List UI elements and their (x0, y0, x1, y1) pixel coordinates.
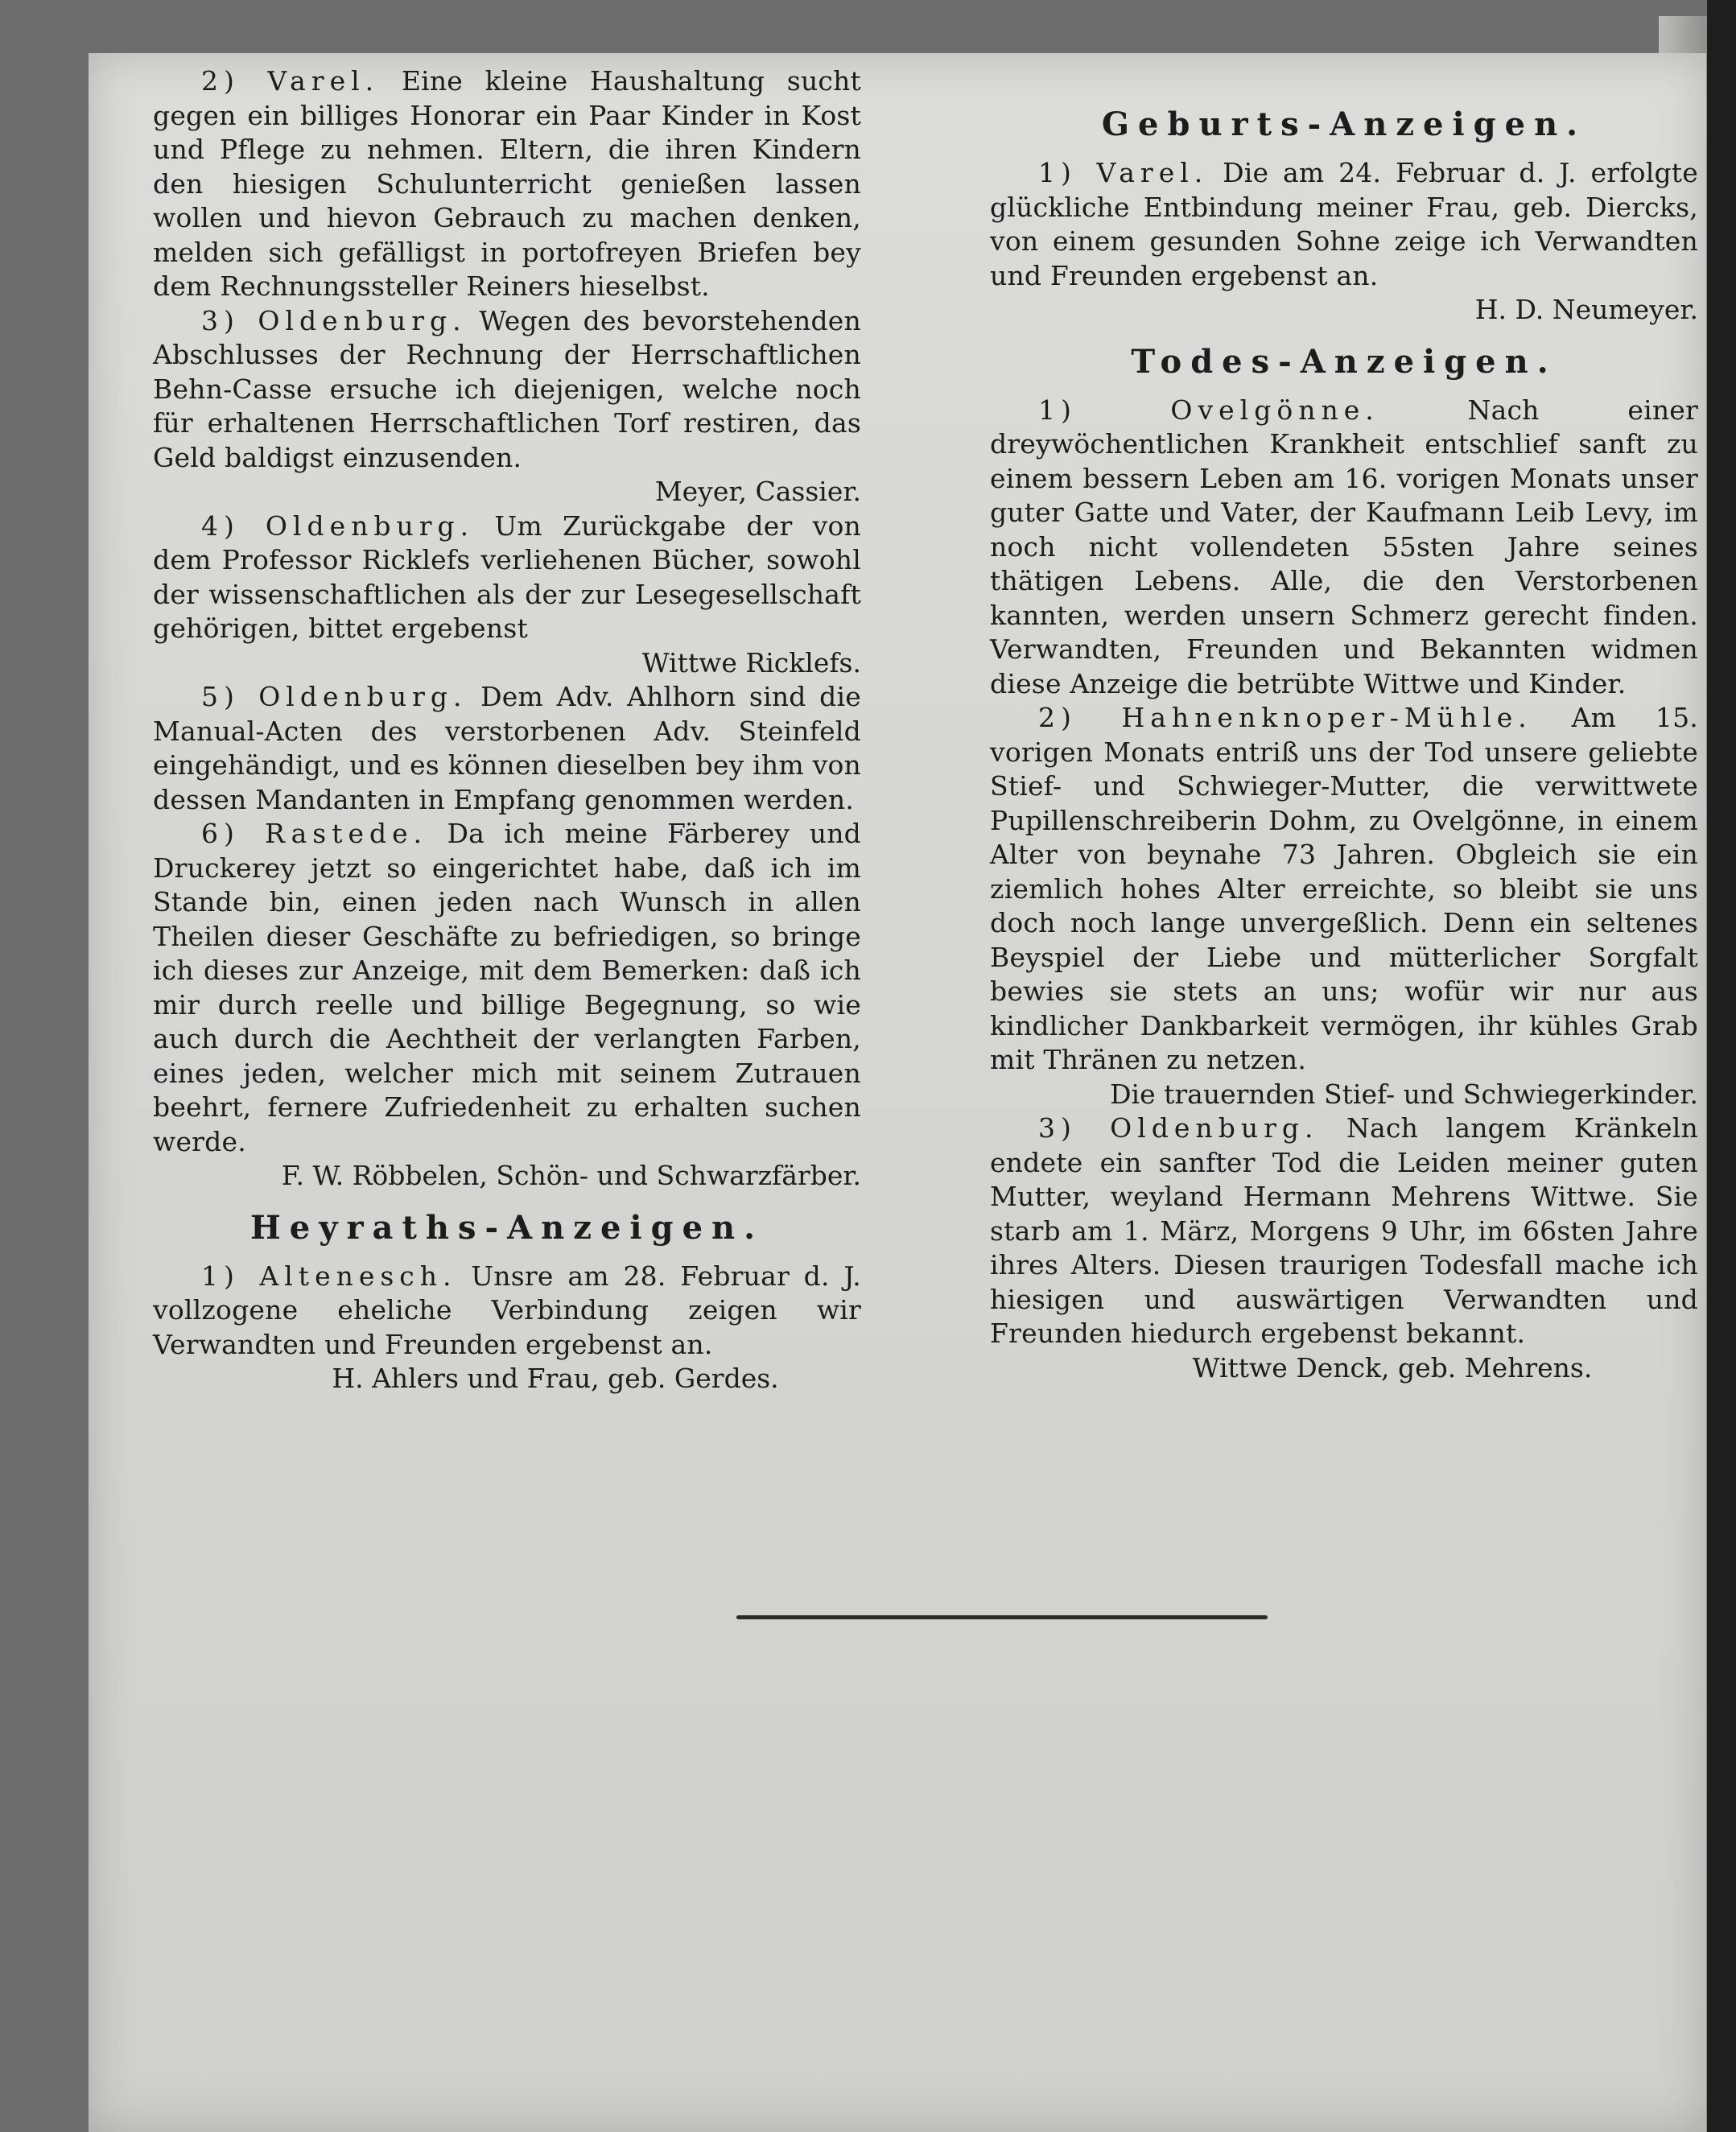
notice-oldenburg-cassier (153, 304, 861, 476)
notice-place: 6) Rastede. (201, 818, 428, 849)
notice-place: 1) Varel. (1038, 157, 1209, 188)
notice-signature: Wittwe Ricklefs. (641, 646, 861, 678)
notice-place: 5) Oldenburg. (201, 681, 468, 712)
notice-rastede-dyer (153, 817, 861, 1159)
notice-text: Unsre am 28. Februar d. J. vollzogene eheliche Verbindung zeigen wir Verwandten und Freunden ergebenst an. (153, 1260, 861, 1360)
notice-text: Da ich meine Färberey und Druckerey jetzt so eingerichtet habe, daß ich im Stande bin, einen jeden nach Wunsch in allen Theilen dieser Geschäfte zu befriedigen, so bringe ich dieses zur Anzeige, mit dem Bemerken: daß ich mir durch reelle und billige Begegnung, so wie auch durch die Aechtheit der verlangten Farben, eines jeden, welcher mich mit seinem Zutrauen beehrt, fernere Zufriedenheit zu erhalten suchen werde. (153, 818, 861, 1157)
notice-text: Eine kleine Haushaltung sucht gegen ein billiges Honorar ein Paar Kinder in Kost und Pflege zu nehmen. Eltern, die ihren Kindern den hiesigen Schulunterricht genießen lassen wollen und hievon Gebrauch zu machen denken, melden sich gefälligst in portofreyen Briefen bey dem Rechnungssteller Reiners hieselbst. (153, 65, 861, 302)
notice-text: Dem Adv. Ahlhorn sind die Manual-Acten des verstorbenen Adv. Steinfeld eingehändigt, und es können dieselben bey ihm von dessen Mandanten in Empfang genommen werden. (153, 681, 861, 815)
notice-oldenburg-acten (153, 680, 861, 817)
section-heading-marriage: Heyraths-Anzeigen. (249, 1208, 765, 1247)
notice-text: Nach langem Kränkeln endete ein sanfter Tod die Leiden meiner guten Mutter, weyland Hermann Mehrens Wittwe. Sie starb am 1. März, Morgens 9 Uhr, im 66sten Jahre ihres Alters. Diesen traurigen Todesfall mache ich hiesigen und auswärtigen Verwandten und Freunden hiedurch ergebenst bekannt. (990, 1112, 1698, 1349)
left-column (153, 64, 861, 1396)
notice-hahnenknoper-death (990, 701, 1698, 1078)
notice-signature: H. D. Neumeyer. (1474, 294, 1698, 325)
notice-text: Wegen des bevorstehenden Abschlusses der Rechnung der Herrschaftlichen Behn-Casse ersuche ich diejenigen, welche noch für erhaltenen Herrschaftlichen Torf restiren, das Geld baldigst einzusenden. (153, 304, 861, 473)
notice-place: 4) Oldenburg. (201, 509, 475, 542)
scanner-border (1707, 0, 1736, 2132)
notice-signature: Wittwe Denck, geb. Mehrens. (1192, 1351, 1593, 1384)
notice-altenesch-marriage (153, 1260, 861, 1363)
notice-varel-birth (990, 156, 1698, 293)
notice-place: 3) Oldenburg. (1038, 1112, 1319, 1144)
notice-signature: Meyer, Cassier. (654, 476, 861, 507)
notice-place: 2) Hahnenknoper-Mühle. (1038, 702, 1532, 733)
notice-place: 1) Altenesch. (201, 1260, 457, 1292)
notice-place: 2) Varel. (201, 65, 380, 97)
section-heading-death: Todes-Anzeigen. (1131, 342, 1557, 381)
section-heading-birth: Geburts-Anzeigen. (1101, 105, 1587, 143)
notice-varel-household (153, 64, 861, 304)
notice-text: Um Zurückgabe der von dem Professor Ricklefs verliehenen Bücher, sowohl der wissenschaftlichen als der zur Lesegesellschaft gehörigen, bittet ergebenst (153, 509, 861, 644)
notice-text: Die am 24. Februar d. J. erfolgte glückliche Entbindung meiner Frau, geb. Diercks, von einem gesunden Sohne zeige ich Verwandten und Freunden ergebenst an. (990, 157, 1698, 291)
notice-signature: F. W. Röbbelen, Schön- und Schwarzfärber. (281, 1160, 861, 1191)
notice-ovelgoenne-death (990, 394, 1698, 702)
notice-signature: H. Ahlers und Frau, geb. Gerdes. (332, 1363, 779, 1394)
notice-text: Am 15. vorigen Monats entriß uns der Tod unsere geliebte Stief- und Schwieger-Mutter, die verwittwete Pupillenschreiberin Dohm, zu Ovelgönne, in einem Alter von beynahe 73 Jahren. Obgleich sie ein ziemlich hohes Alter erreichte, so bleibt sie uns doch noch lange unvergeßlich. Denn ein seltenes Beyspiel der Liebe und mütterlicher Sorgfalt bewies sie stets an uns; wofür wir nur aus kindlicher Dankbarkeit vermögen, ihr kühles Grab mit Thränen zu netzen. (990, 702, 1698, 1075)
notice-signature: Die trauernden Stief- und Schwiegerkinder. (1110, 1078, 1698, 1110)
end-rule (736, 1615, 1268, 1619)
notice-place: 3) Oldenburg. (201, 304, 467, 336)
notice-oldenburg-books (153, 509, 861, 646)
notice-text: Nach einer dreywöchentlichen Krankheit entschlief sanft zu einem bessern Leben am 16. vorigen Monats unser guter Gatte und Vater, der Kaufmann Leib Levy, im noch nicht vollendeten 55sten Jahre seines thätigen Lebens. Alle, die den Verstorbenen kannten, werden unsern Schmerz gerecht finden. Verwandten, Freunden und Bekannten widmen diese Anzeige die betrübte Wittwe und Kinder. (990, 394, 1698, 699)
notice-oldenburg-death (990, 1111, 1698, 1351)
right-column (990, 64, 1698, 1385)
notice-place: 1) Ovelgönne. (1038, 394, 1379, 426)
